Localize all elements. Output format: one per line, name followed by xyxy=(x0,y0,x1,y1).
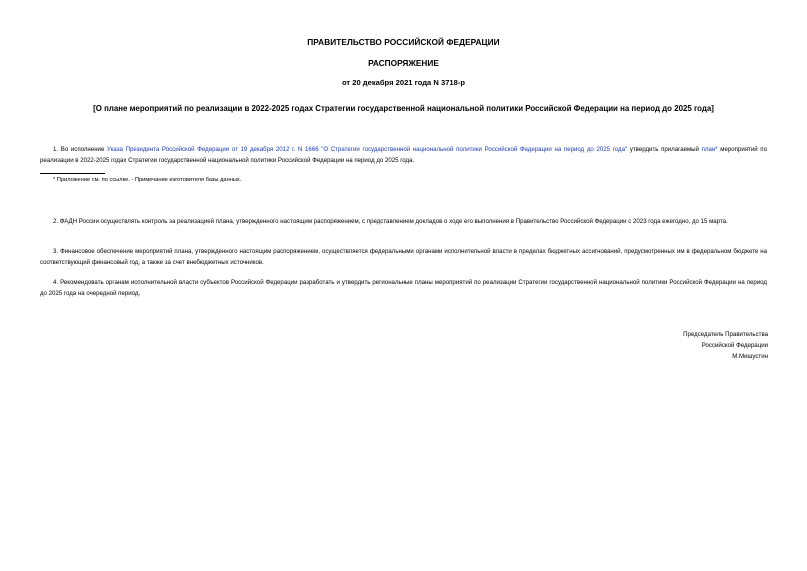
decree-link[interactable]: Указа Президента Российской Федерации от 19 декабря 2012 г. N 1666 "О Стратегии государственной национальной политики Российской Федерации на период до 2025 года" xyxy=(107,146,628,153)
signature-name: М.Мишустин xyxy=(732,353,768,360)
paragraph-4: 4. Рекомендовать органам исполнительной власти субъектов Российской Федерации разработать и утвердить региональные планы мероприятий по реализации Стратегии государственной национальной политики Российской Федерации на период до 2025 года на очередной период. xyxy=(40,279,767,297)
plan-link[interactable]: план* xyxy=(701,146,718,153)
document-title: [О плане мероприятий по реализации в 2022-2025 годах Стратегии государственной национальной политики Российской Федерации на период до 2025 года] xyxy=(93,104,714,113)
signature-position: Председатель Правительства xyxy=(683,331,768,338)
footnote: * Приложение см. по ссылке. - Примечание изготовителя базы данных. xyxy=(53,177,242,183)
document-type-heading: РАСПОРЯЖЕНИЕ xyxy=(368,58,439,68)
date-number-heading: от 20 декабря 2021 года N 3718-р xyxy=(341,78,466,87)
footnote-divider xyxy=(40,173,105,174)
signature-block xyxy=(683,329,768,362)
paragraph-1-text-mid: утвердить прилагаемый xyxy=(627,146,702,153)
paragraph-1-text-before: 1. Во исполнение xyxy=(53,146,108,153)
paragraph-1 xyxy=(40,145,767,166)
paragraph-2: 2. ФАДН России осуществлять контроль за реализацией плана, утвержденного настоящим распоряжением, с представлением докладов о ходе его выполнения в Правительство Российской Федерации с 2023 года ежегодно, до 15 марта. xyxy=(53,218,728,225)
paragraph-1-text-after: мероприятий по реализации в 2022-2025 годах Стратегии государственной национальной политики Российской Федерации на период до 2025 года. xyxy=(40,146,768,164)
paragraph-3: 3. Финансовое обеспечение мероприятий плана, утвержденного настоящим распоряжением, осуществляется федеральными органами исполнительной власти в пределах бюджетных ассигнований, предусмотренных им в федеральном бюджете на соответствующий финансовый год, а также за счет внебюджетных источников. xyxy=(40,248,767,266)
signature-organization: Российской Федерации xyxy=(701,342,768,349)
government-heading: ПРАВИТЕЛЬСТВО РОССИЙСКОЙ ФЕДЕРАЦИИ xyxy=(307,37,500,47)
